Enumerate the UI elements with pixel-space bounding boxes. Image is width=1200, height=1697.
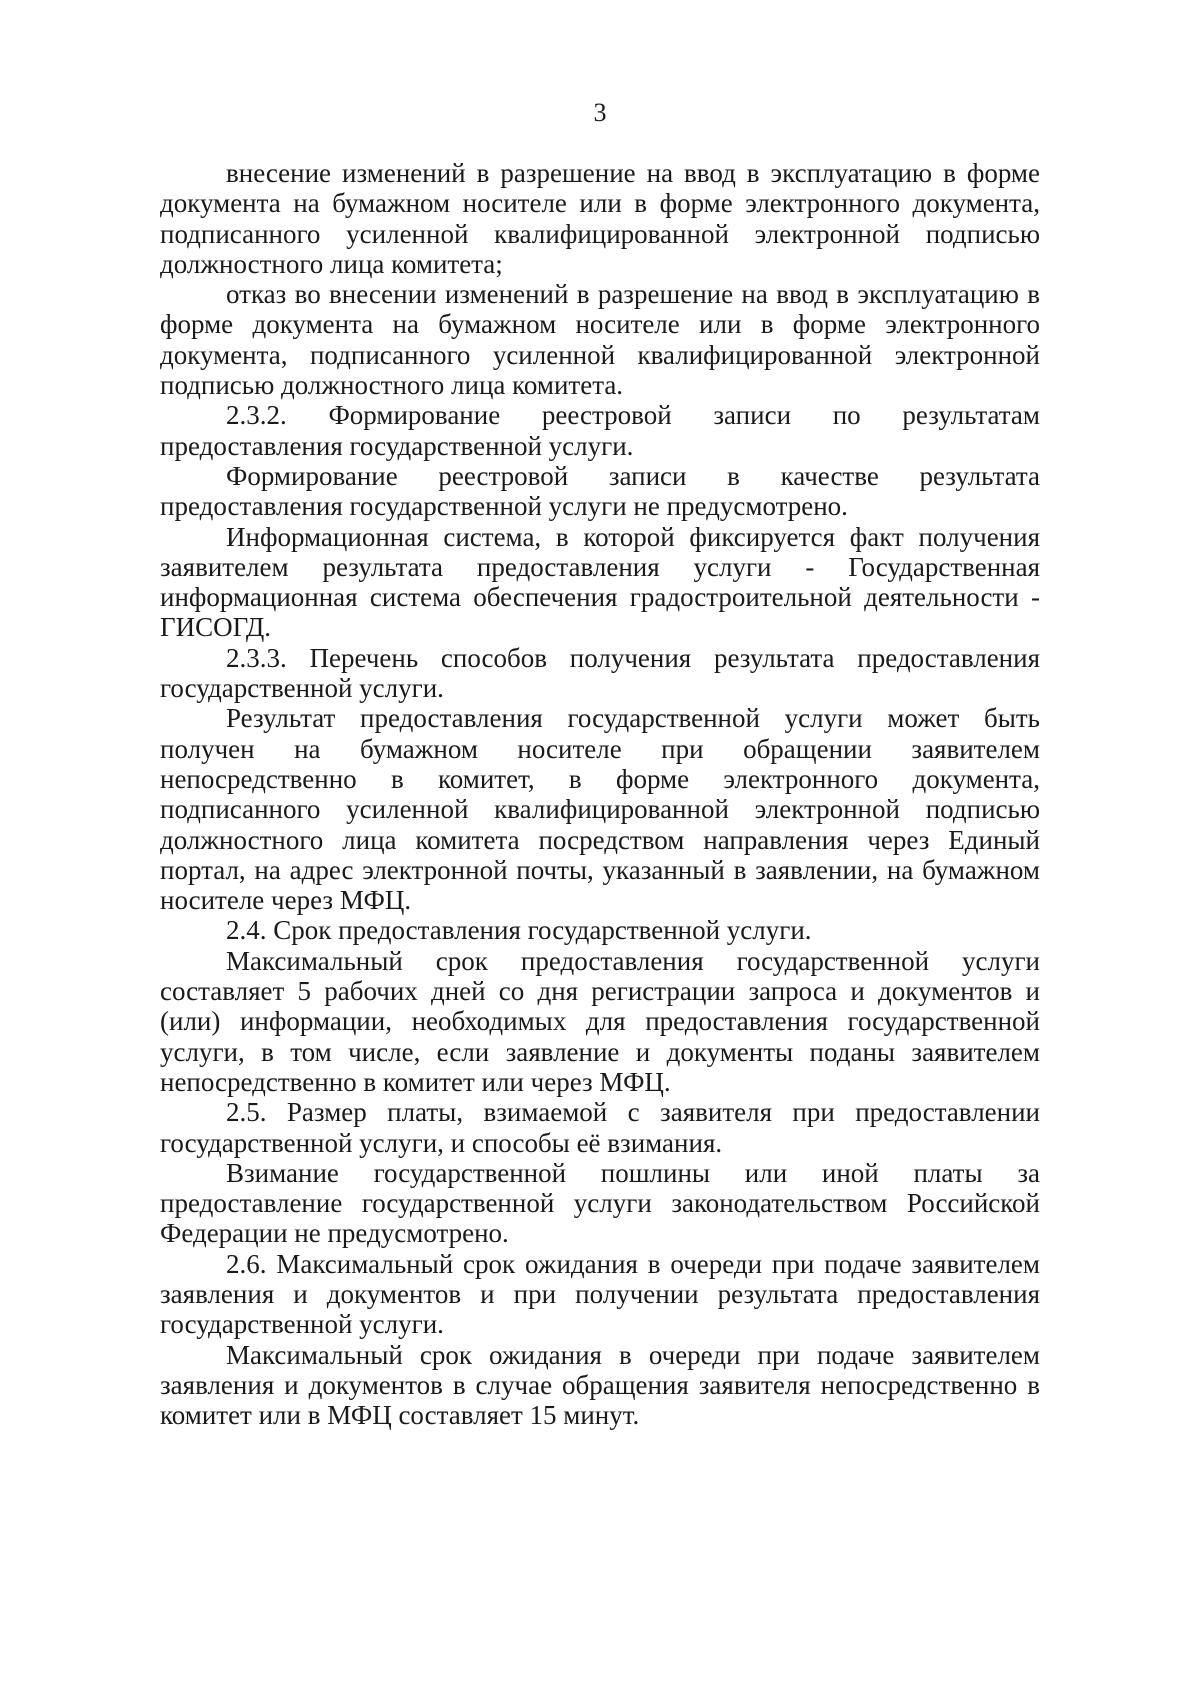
paragraph-information-system: Информационная система, в которой фиксируется факт получения заявителем результата предоставления услуги - Государственная информационная система обеспечения градостроительной деятельности - ГИСОГД. [160, 521, 1040, 643]
paragraph-fee: Взимание государственной пошлины или иной платы за предоставление государственной услуги законодательством Российской Федерации не предусмотрено. [160, 1157, 1040, 1249]
paragraph-section-2-5-heading: 2.5. Размер платы, взимаемой с заявителя при предоставлении государственной услуги, и способы её взимания. [160, 1097, 1040, 1158]
paragraph-max-term: Максимальный срок предоставления государственной услуги составляет 5 рабочих дней со дня регистрации запроса и документов и (или) информации, необходимых для предоставления государственной услуги, в том числе, если заявление и документы поданы заявителем непосредственно в комитет или через МФЦ. [160, 945, 1040, 1097]
paragraph-result-delivery: Результат предоставления государственной услуги может быть получен на бумажном носителе при обращении заявителем непосредственно в комитет, в форме электронного документа, подписанного усиленной квалифицированной электронной подписью должностного лица комитета посредством направления через Единый портал, на адрес электронной почты, указанный в заявлении, на бумажном носителе через МФЦ. [160, 703, 1040, 916]
document-body [160, 158, 1040, 1430]
paragraph-refusal-amendment: отказ во внесении изменений в разрешение на ввод в эксплуатацию в форме документа на бумажном носителе или в форме электронного документа, подписанного усиленной квалифицированной электронной подписью должностного лица комитета. [160, 279, 1040, 401]
paragraph-section-2-3-3-heading: 2.3.3. Перечень способов получения результата предоставления государственной услуги. [160, 642, 1040, 704]
page-number: 3 [593, 98, 607, 127]
paragraph-section-2-6-heading: 2.6. Максимальный срок ожидания в очереди при подаче заявителем заявления и документов и при получении результата предоставления государственной услуги. [160, 1248, 1040, 1340]
paragraph-section-2-4-heading: 2.4. Срок предоставления государственной услуги. [226, 915, 812, 946]
paragraph-queue-time: Максимальный срок ожидания в очереди при подаче заявителем заявления и документов в случае обращения заявителя непосредственно в комитет или в МФЦ составляет 15 минут. [160, 1339, 1040, 1431]
paragraph-section-2-3-2-heading: 2.3.2. Формирование реестровой записи по результатам предоставления государственной услуги. [160, 400, 1040, 461]
paragraph-registry-record: Формирование реестровой записи в качестве результата предоставления государственной услуги не предусмотрено. [160, 460, 1040, 522]
paragraph-permit-amendment: внесение изменений в разрешение на ввод в эксплуатацию в форме документа на бумажном носителе или в форме электронного документа, подписанного усиленной квалифицированной электронной подписью должностного лица комитета; [160, 158, 1040, 279]
